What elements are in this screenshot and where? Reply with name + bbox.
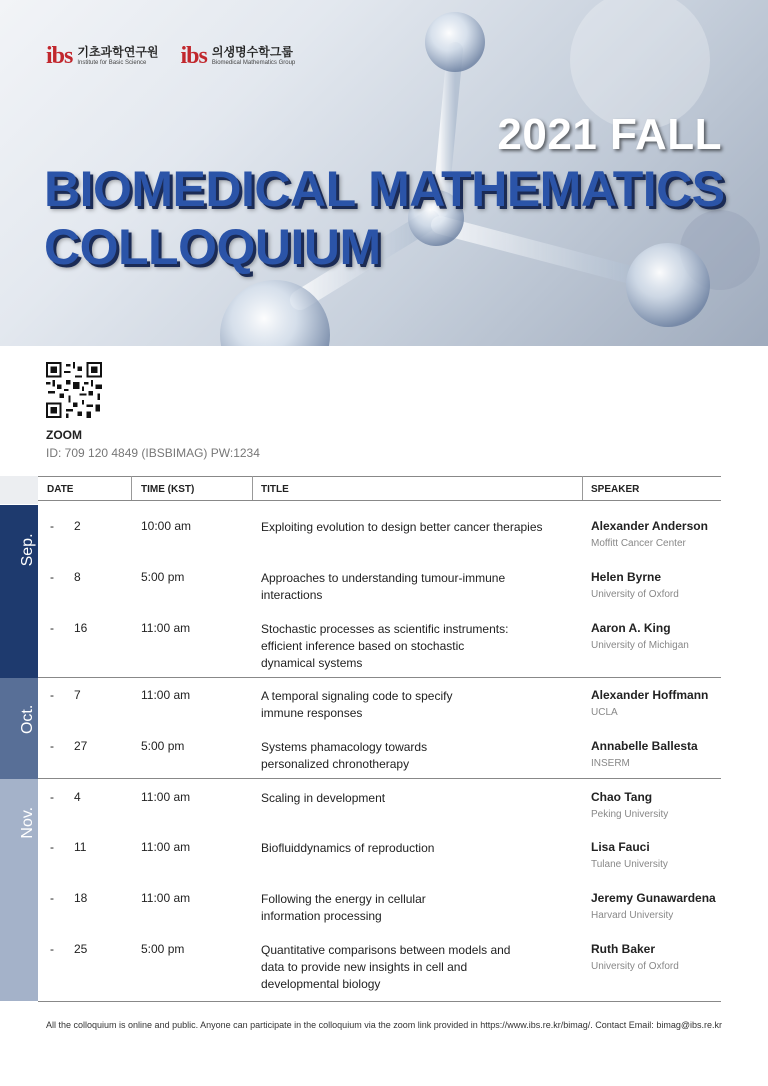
header-time: TIME (KST) <box>141 484 195 495</box>
month-bar-nov <box>0 779 38 1001</box>
row-time: 10:00 am <box>141 519 192 533</box>
row-affiliation: University of Michigan <box>591 640 689 651</box>
row-time: 11:00 am <box>141 891 191 905</box>
row-title: Stochastic processes as scientific instruments: efficient inference based on stochastic dynamical systems <box>261 622 509 670</box>
row-title: Quantitative comparisons between models and data to provide new insights in cell and developmental biology <box>261 943 511 991</box>
table-top-rule <box>38 476 721 477</box>
footer-note: All the colloquium is online and public. Anyone can participate in the colloquium via the zoom link provided in https://www.ibs.re.kr/bimag/. Contact Email: bimag@ibs.re.kr <box>46 1020 722 1030</box>
month-label: Nov. <box>19 806 36 839</box>
row-speaker: Lisa Fauci <box>591 840 650 854</box>
table-bottom-rule <box>38 1001 721 1002</box>
header-date: DATE <box>47 484 74 495</box>
ibs-logo <box>46 44 159 68</box>
month-bar-sep <box>0 505 38 678</box>
row-day: 4 <box>74 790 81 804</box>
row-title: A temporal signaling code to specify immune responses <box>261 689 453 720</box>
row-title: Approaches to understanding tumour-immune interactions <box>261 571 506 602</box>
row-title: Systems phamacology towards personalized chronotherapy <box>261 740 428 771</box>
row-speaker: Alexander Hoffmann <box>591 688 709 702</box>
header-divider <box>582 476 583 500</box>
row-speaker: Annabelle Ballesta <box>591 739 698 753</box>
row-title: Biofluiddynamics of reproduction <box>261 841 435 855</box>
row-affiliation: University of Oxford <box>591 961 679 972</box>
zoom-label: ZOOM <box>46 428 82 442</box>
row-time: 11:00 am <box>141 790 191 804</box>
row-time: 11:00 am <box>141 840 191 854</box>
qr-code-icon[interactable] <box>46 362 102 418</box>
header-speaker: SPEAKER <box>591 484 640 495</box>
row-speaker: Chao Tang <box>591 790 653 804</box>
month-label: Oct. <box>19 704 36 735</box>
row-time: 5:00 pm <box>141 739 185 753</box>
row-speaker: Helen Byrne <box>591 570 662 584</box>
bimag-logo <box>181 44 296 68</box>
semester-label: 2021 FALL <box>497 110 722 159</box>
row-day: 18 <box>74 891 88 905</box>
ibs-logo-english: Institute for Basic Science <box>77 59 147 66</box>
row-speaker: Ruth Baker <box>591 942 656 956</box>
row-affiliation: UCLA <box>591 707 618 718</box>
row-affiliation: Moffitt Cancer Center <box>591 538 686 549</box>
month-label: Sep. <box>19 533 36 567</box>
row-day: 11 <box>74 840 87 854</box>
row-time: 11:00 am <box>141 688 191 702</box>
row-day: 2 <box>74 519 81 533</box>
row-title: Scaling in development <box>261 791 386 805</box>
header-title: TITLE <box>261 484 289 495</box>
month-bar-oct <box>0 678 38 779</box>
header-bottom-rule <box>38 500 721 501</box>
row-title: Following the energy in cellular information processing <box>261 892 426 923</box>
row-time: 11:00 am <box>141 621 191 635</box>
zoom-meeting-id: ID: 709 120 4849 (IBSBIMAG) PW:1234 <box>46 446 260 460</box>
row-day: 16 <box>74 621 88 635</box>
row-speaker: Jeremy Gunawardena <box>591 891 716 905</box>
bimag-logo-korean: 의생명수학그룹 <box>211 44 294 59</box>
row-time: 5:00 pm <box>141 942 185 956</box>
row-day: 8 <box>74 570 81 584</box>
bimag-logo-mark: ibs <box>180 43 207 69</box>
row-day: 27 <box>74 739 88 753</box>
page-title-line1: BIOMEDICAL MATHEMATICS <box>44 161 725 217</box>
header-divider <box>131 476 132 500</box>
ibs-logo-mark: ibs <box>46 43 73 69</box>
row-speaker: Alexander Anderson <box>591 519 708 533</box>
month-divider <box>38 677 721 678</box>
month-divider <box>38 778 721 779</box>
row-day: 25 <box>74 942 88 956</box>
ibs-logo-korean: 기초과학연구원 <box>77 44 159 59</box>
bimag-logo-english: Biomedical Mathematics Group <box>211 59 296 66</box>
row-title: Exploiting evolution to design better cancer therapies <box>261 520 543 534</box>
row-affiliation: INSERM <box>591 758 630 769</box>
row-affiliation: Harvard University <box>591 910 674 921</box>
logo-group <box>46 44 295 68</box>
header-divider <box>252 476 253 500</box>
row-time: 5:00 pm <box>141 570 185 584</box>
page-title-line2: COLLOQUIUM <box>44 219 381 275</box>
header-side-band <box>0 476 38 504</box>
row-affiliation: University of Oxford <box>591 589 679 600</box>
row-affiliation: Tulane University <box>591 859 668 870</box>
row-affiliation: Peking University <box>591 809 669 820</box>
hero-banner <box>0 0 768 346</box>
row-speaker: Aaron A. King <box>591 621 671 635</box>
row-day: 7 <box>74 688 81 702</box>
